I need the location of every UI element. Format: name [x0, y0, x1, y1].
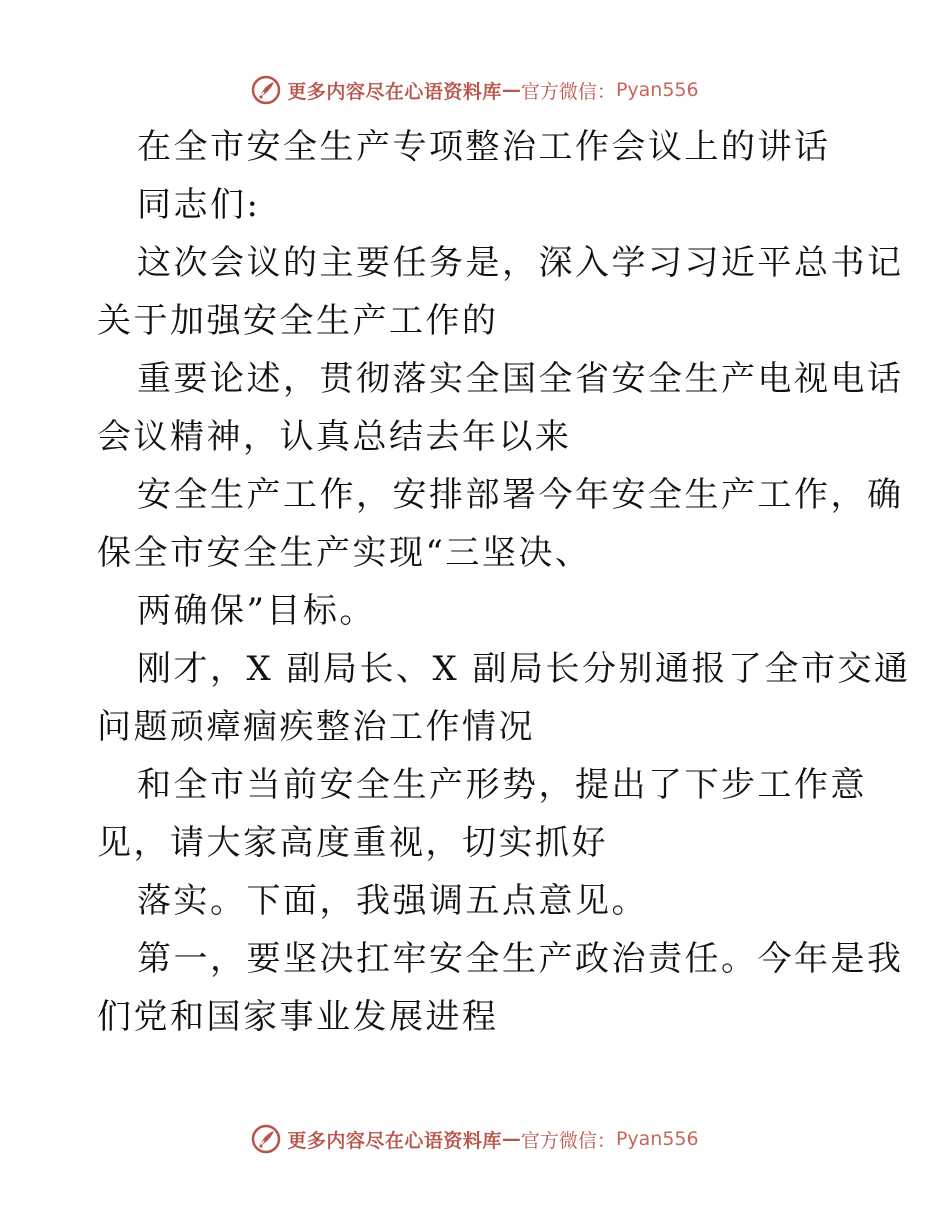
watermark-separator: —: [501, 79, 521, 101]
watermark-contact-id: Pyan556: [615, 79, 699, 101]
watermark-contact-id: Pyan556: [615, 1128, 699, 1150]
paragraph-line: 问题顽瘴痼疾整治工作情况: [97, 707, 535, 747]
watermark-contact-label: 官方微信：: [520, 1129, 616, 1152]
paragraph-line: 们党和国家事业发展进程: [97, 997, 499, 1037]
document-body: [97, 118, 911, 1046]
footer-watermark: [0, 1121, 950, 1157]
paragraph-line: 安全生产工作，安排部署今年安全生产工作，确: [137, 475, 904, 515]
paragraph-line: 刚才，X 副局长、X 副局长分别通报了全市交通: [137, 649, 911, 689]
quill-pen-logo-icon: [251, 75, 281, 105]
paragraph-line: 和全市当前安全生产形势，提出了下步工作意: [137, 765, 867, 805]
document-title: 在全市安全生产专项整治工作会议上的讲话: [137, 127, 831, 167]
paragraph-line: 会议精神，认真总结去年以来: [97, 417, 572, 457]
watermark-contact-label: 官方微信：: [520, 80, 616, 103]
paragraph-line: 第一，要坚决扛牢安全生产政治责任。今年是我: [137, 939, 904, 979]
paragraph-line: 见，请大家高度重视，切实抓好: [97, 823, 608, 863]
salutation: 同志们:: [137, 185, 261, 225]
paragraph-line: 关于加强安全生产工作的: [97, 301, 499, 341]
paragraph-line: 保全市安全生产实现“三坚决、: [97, 533, 592, 573]
watermark-separator: —: [501, 1128, 521, 1150]
paragraph-line: 落实。下面，我强调五点意见。: [137, 881, 648, 921]
paragraph-line: 两确保”目标。: [137, 591, 376, 631]
header-watermark: [0, 72, 950, 108]
paragraph-line: 这次会议的主要任务是，深入学习习近平总书记: [137, 243, 904, 283]
paragraph-line: 重要论述，贯彻落实全国全省安全生产电视电话: [137, 359, 904, 399]
quill-pen-logo-icon: [251, 1124, 281, 1154]
watermark-text: 更多内容尽在心语资料库: [287, 80, 502, 103]
watermark-text: 更多内容尽在心语资料库: [287, 1129, 502, 1152]
